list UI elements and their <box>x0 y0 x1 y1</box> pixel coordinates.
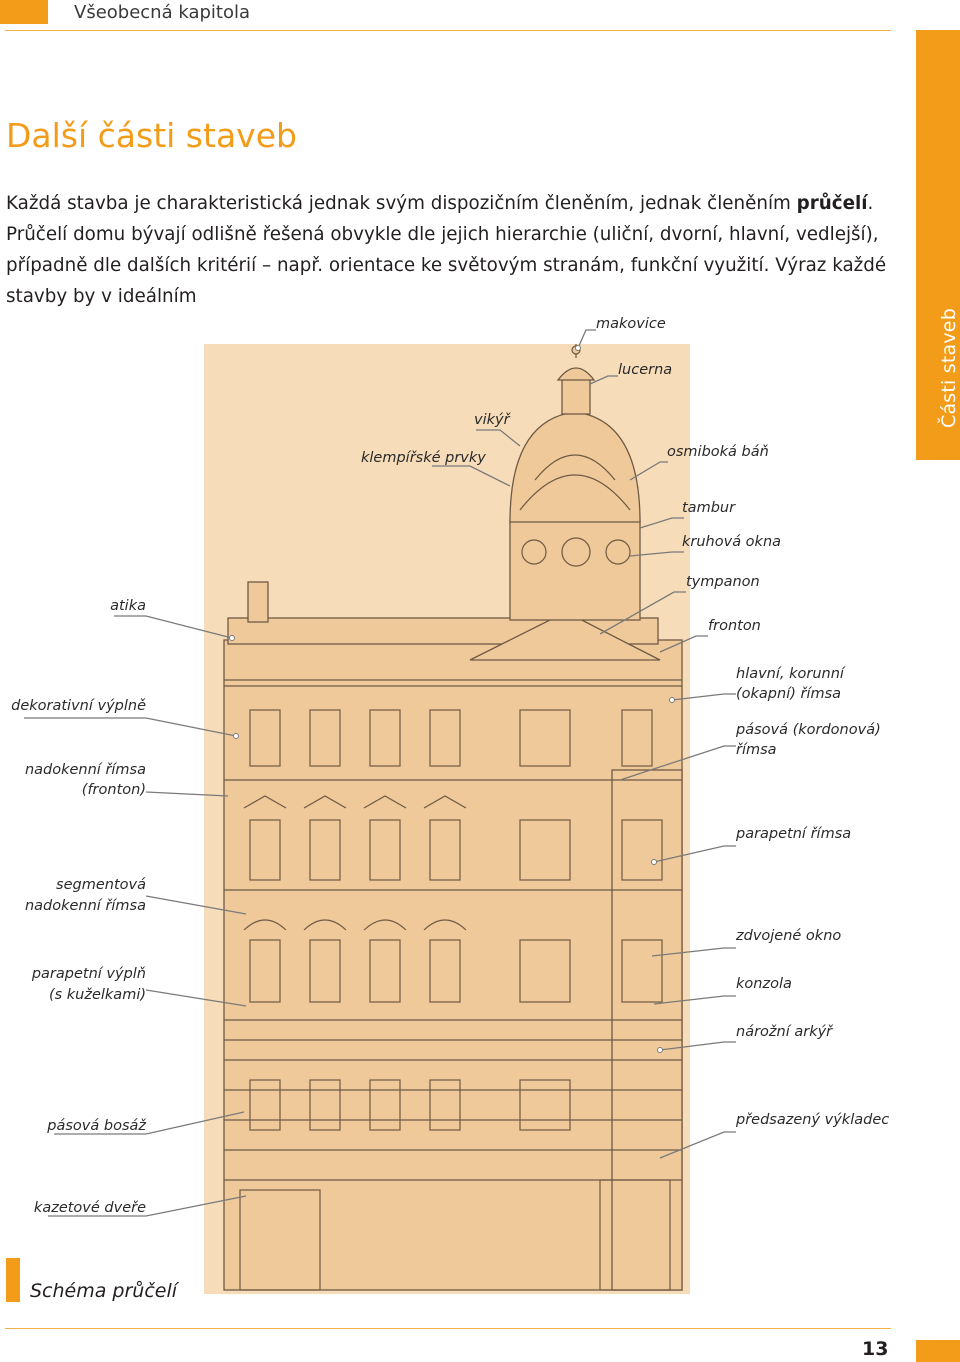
header-accent-square <box>0 0 48 24</box>
leader-dot <box>230 636 235 641</box>
leader-dot <box>670 698 675 703</box>
side-tab-label: Části staveb <box>938 308 960 428</box>
page-number: 13 <box>862 1338 889 1360</box>
footer-rule <box>5 1328 891 1329</box>
label-kruhova-okna: kruhová okna <box>682 534 782 550</box>
chapter-title: Všeobecná kapitola <box>74 2 251 23</box>
label-klempirske-prvky: klempířské prvky <box>361 450 486 466</box>
header-rule <box>5 30 891 31</box>
label-zdvojene-okno: zdvojené okno <box>736 928 842 944</box>
label-konzola: konzola <box>736 976 792 992</box>
label-narozni-arkyr: nárožní arkýř <box>736 1024 833 1040</box>
leader-dot <box>658 1048 663 1053</box>
leader-dot <box>652 860 657 865</box>
label-hlavni-rimsa-1: hlavní, korunní <box>736 666 844 682</box>
label-makovice: makovice <box>596 316 666 332</box>
chimney <box>248 582 268 622</box>
label-tympanon: tympanon <box>686 574 760 590</box>
lantern <box>562 378 590 414</box>
label-fronton: fronton <box>708 618 761 634</box>
tambour <box>510 520 640 620</box>
label-predsazeny-vykladec: předsazený výkladec <box>736 1112 890 1128</box>
label-segmentova-1: segmentová <box>56 877 146 893</box>
label-pasova-rimsa-1: pásová (kordonová) <box>736 722 881 738</box>
intro-paragraph <box>6 188 906 312</box>
leader-dot <box>234 734 239 739</box>
label-lucerna: lucerna <box>618 362 673 378</box>
page-heading: Další části staveb <box>6 116 297 155</box>
label-kazetove-dvere: kazetové dveře <box>33 1200 146 1216</box>
intro-text-2: . Průčelí domu bývají odlišně řešená obvykle dle jejich hierarchie (uliční, dvorní, hlavní, vedlejší), případně dle dalších kritérií – např. orientace ke světovým stranám, funkční využití. Výraz každé stavby by v ideálním <box>6 193 887 307</box>
label-nadokenni-rimsa-2: (fronton) <box>81 782 146 798</box>
label-atika: atika <box>110 598 146 614</box>
label-tambur: tambur <box>682 500 736 516</box>
label-parapetni-rimsa: parapetní římsa <box>736 826 852 842</box>
caption-accent-bar <box>6 1258 20 1302</box>
leader-dot <box>576 346 581 351</box>
label-parapetni-vypln-1: parapetní výplň <box>31 966 146 982</box>
label-hlavni-rimsa-2: (okapní) římsa <box>736 686 842 702</box>
label-vikyr: vikýř <box>474 412 510 428</box>
label-pasova-bosaz: pásová bosáž <box>47 1118 146 1134</box>
intro-text-1: Každá stavba je charakteristická jednak svým dispozičním členěním, jednak členěním <box>6 193 797 214</box>
facade-diagram <box>0 300 960 1300</box>
label-osmiboka-ban: osmiboká báň <box>667 444 769 460</box>
label-nadokenni-rimsa-1: nadokenní římsa <box>24 762 146 778</box>
footer-accent-tab <box>916 1340 960 1362</box>
label-segmentova-2: nadokenní římsa <box>24 898 146 914</box>
label-parapetni-vypln-2: (s kuželkami) <box>48 987 146 1003</box>
figure-caption: Schéma průčelí <box>30 1280 178 1302</box>
intro-bold-term: průčelí <box>796 193 868 214</box>
label-dekorativni-vyplne: dekorativní výplně <box>11 698 146 714</box>
label-pasova-rimsa-2: římsa <box>736 742 777 758</box>
